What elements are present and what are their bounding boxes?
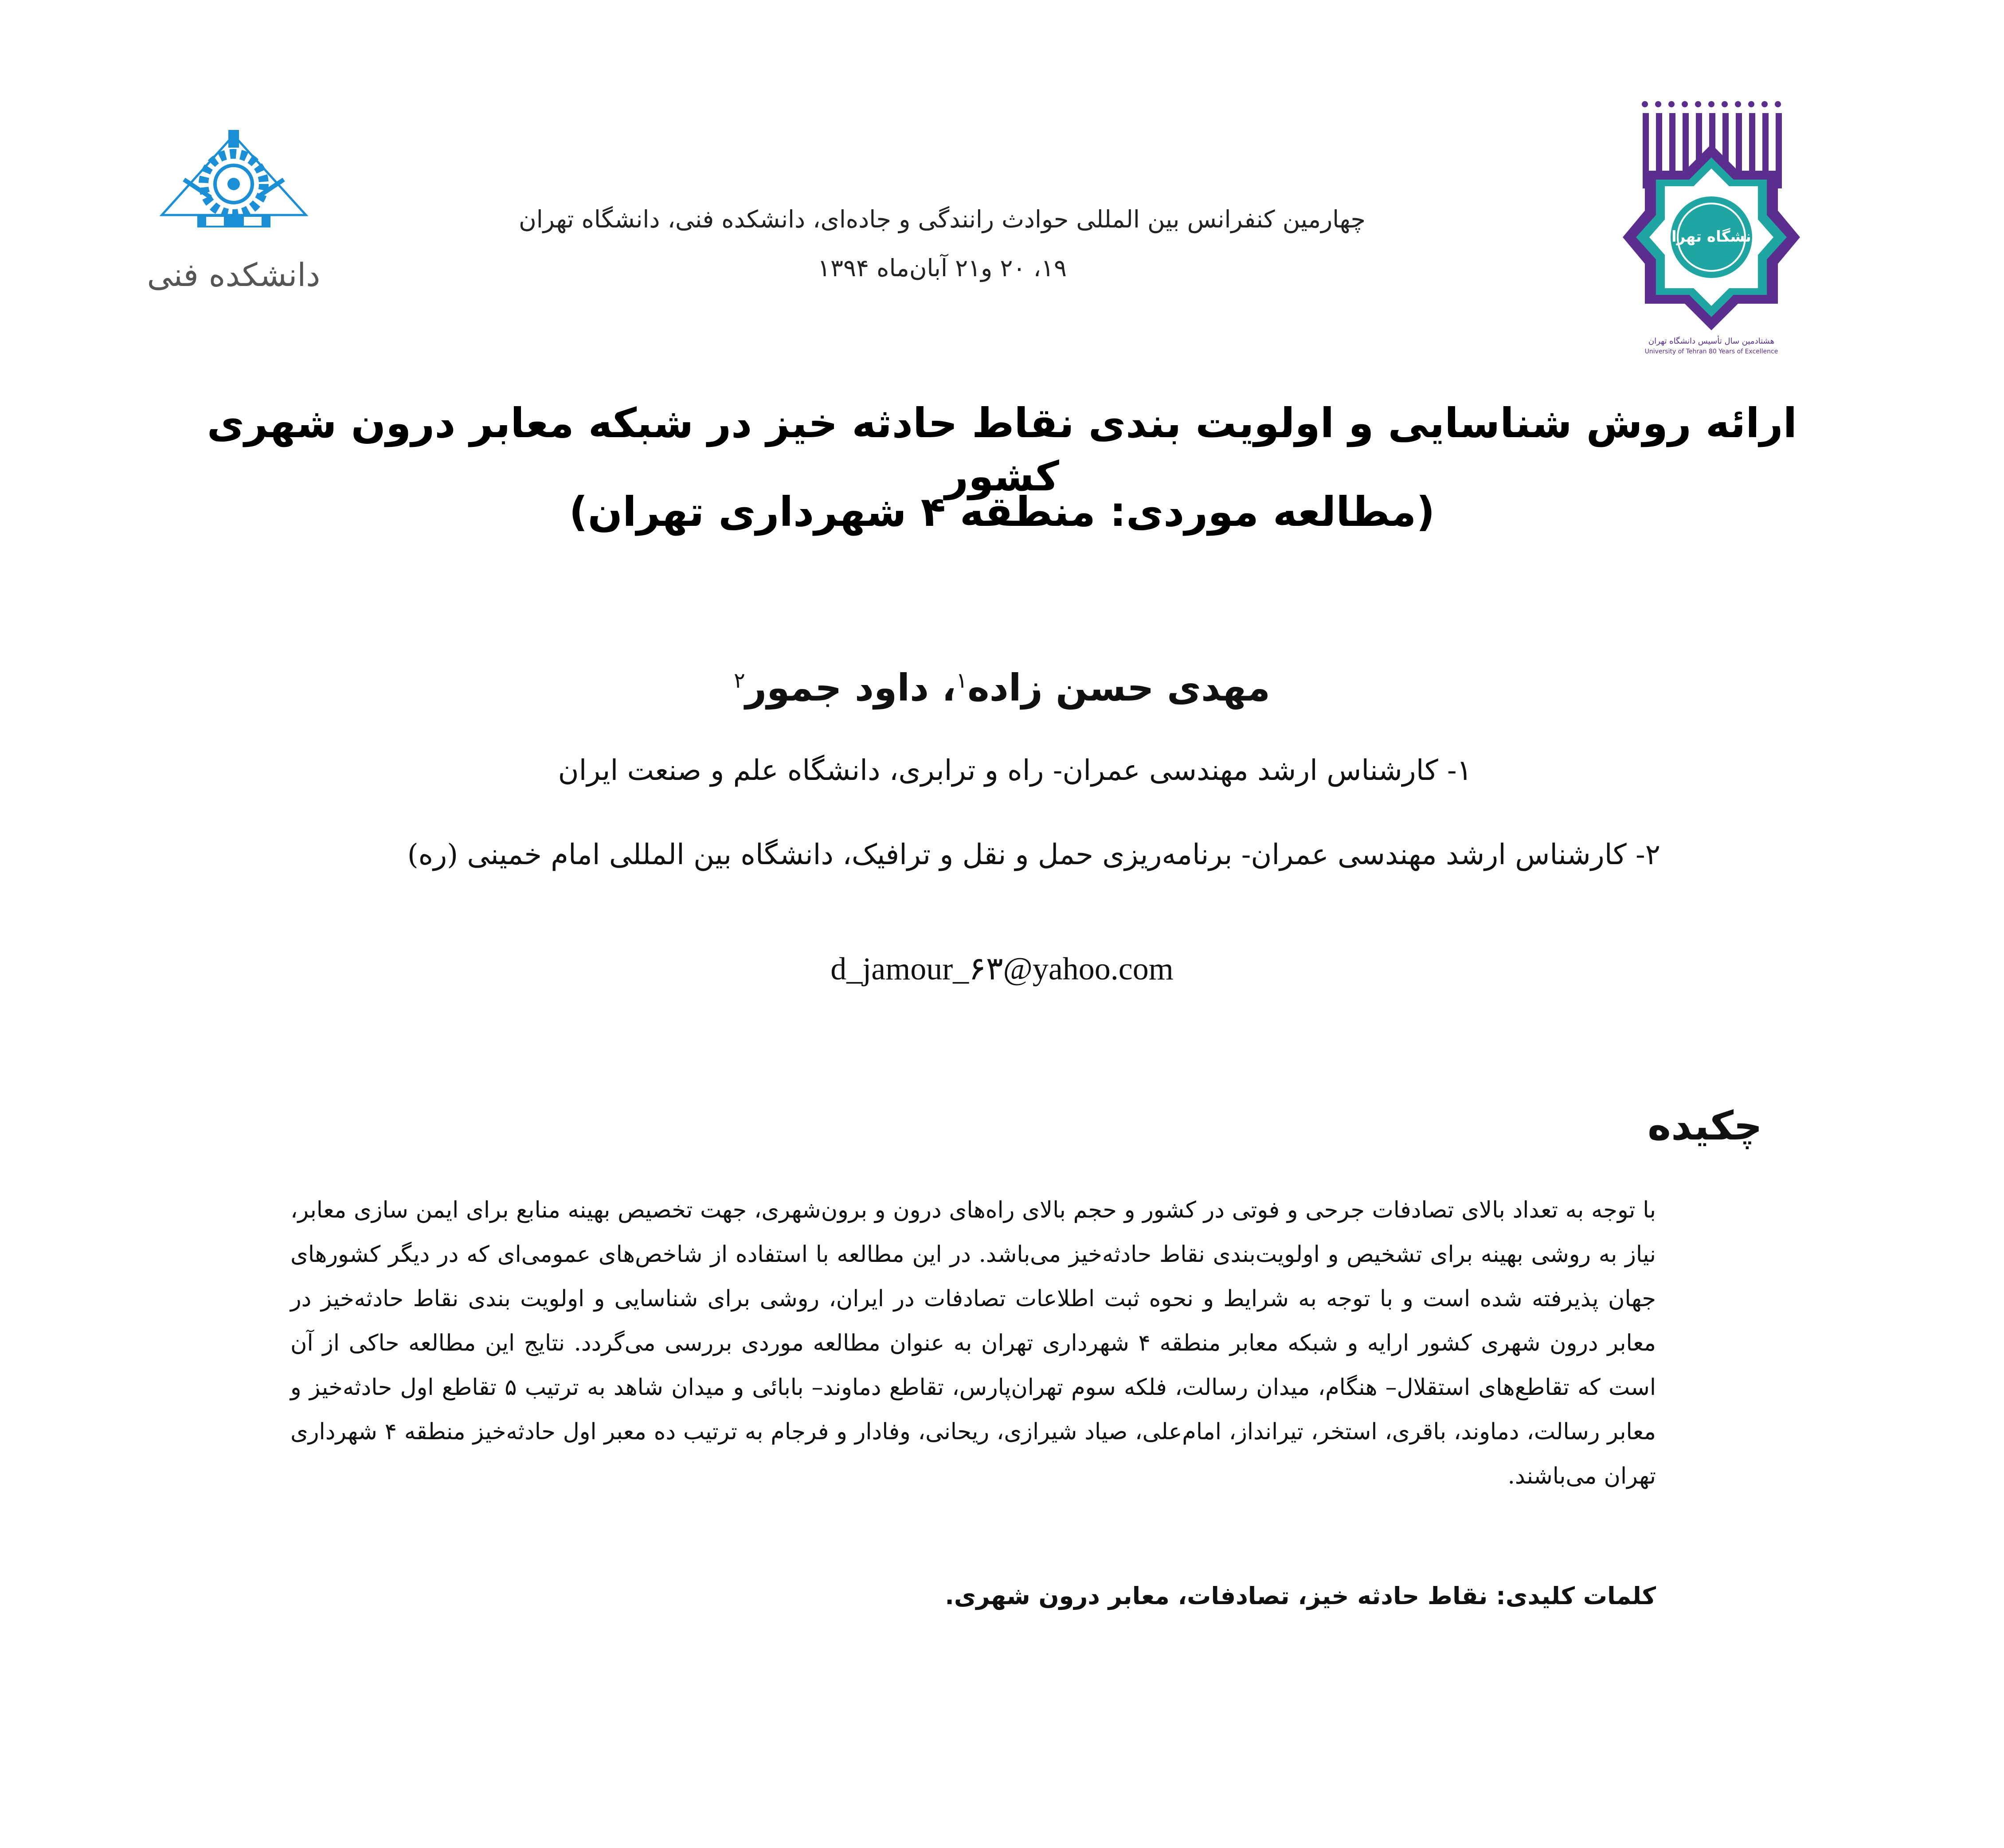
conference-date: ۱۹، ۲۰ و۲۱ آبان‌ماه ۱۳۹۴: [817, 254, 1067, 282]
author-separator: ،: [929, 666, 956, 709]
author-1-name: مهدی حسن زاده: [967, 666, 1270, 709]
author-list: [355, 654, 1649, 714]
university-star-emblem-icon: [1618, 95, 1804, 357]
paper-title-line-2: (مطالعه موردی: منطقه ۴ شهرداری تهران): [569, 488, 1435, 536]
svg-text:دانشکده فنی: دانشکده فنی: [147, 256, 321, 294]
gear-emblem-icon: [147, 126, 321, 361]
svg-text:دانشگاه تهران: دانشگاه تهران: [1659, 228, 1764, 246]
affiliation-2: ۲- کارشناس ارشد مهندسی عمران- برنامه‌ریزی حمل و نقل و ترافیک، دانشگاه بین المللی امام خمینی (ره): [407, 838, 1660, 871]
conference-name: چهارمین کنفرانس بین المللی حوادث رانندگی و جاده‌ای، دانشکده فنی، دانشگاه تهران: [519, 205, 1366, 233]
author-email: d_jamour_۶۳@yahoo.com: [830, 951, 1174, 987]
paper-title-line-1: ارائه روش شناسایی و اولویت بندی نقاط حادثه خیز در شبکه معابر درون شهری کشور: [207, 399, 1797, 500]
faculty-of-engineering-logo: [147, 126, 321, 361]
author-2-name: داود جمور: [745, 666, 929, 709]
abstract-heading: چکیده: [1647, 1103, 1762, 1149]
svg-text:University of Tehran 80 Years: University of Tehran 80 Years of Excellence: [1644, 348, 1778, 355]
author-2-affiliation-mark: ۲: [734, 668, 745, 693]
university-of-tehran-logo: [1618, 95, 1804, 357]
svg-text:هشتادمین سال تأسیس دانشگاه تهر: هشتادمین سال تأسیس دانشگاه تهران: [1648, 337, 1775, 346]
affiliation-1: ۱- کارشناس ارشد مهندسی عمران- راه و ترابری، دانشگاه علم و صنعت ایران: [558, 754, 1472, 787]
keywords: کلمات کلیدی: نقاط حادثه خیز، تصادفات، معابر درون شهری.: [945, 1582, 1656, 1610]
abstract-body: با توجه به تعداد بالای تصادفات جرحی و فوتی در کشور و حجم بالای راه‌های درون و برون‌شهری، جهت تخصیص بهینه منابع برای ایمن سازی معابر، نیاز به روشی بهینه برای تشخیص و اولویت‌بندی نقاط حادثه‌خیز می‌باشد. در این مطالعه با استفاده از شاخص‌های عمومی‌ای که در دیگر کشورهای جهان پذیرفته شده است و با توجه به شرایط و نحوه ثبت اطلاعات تصادفات در ایران، روشی برای شناسایی و اولویت بندی نقاط حادثه‌خیز در معابر درون شهری کشور ارایه و شبکه معابر منطقه ۴ شهرداری تهران به عنوان مطالعه موردی بررسی می‌گردد. نتایج این مطالعه حاکی از آن است که تقاطع‌های استقلال– هنگام، میدان رسالت، فلکه سوم تهران‌پارس، تقاطع دماوند– بابائی و میدان شاهد به ترتیب ۵ تقاطع اول حادثه‌خیز و معابر رسالت، دماوند، باقری، استخر، تیرانداز، امام‌علی، صیاد شیرازی، ریحانی، وفادار و فرجام به ترتیب ده معبر اول حادثه‌خیز منطقه ۴ شهرداری تهران می‌باشند.: [290, 1197, 1656, 1489]
author-1-affiliation-mark: ۱: [956, 668, 968, 693]
